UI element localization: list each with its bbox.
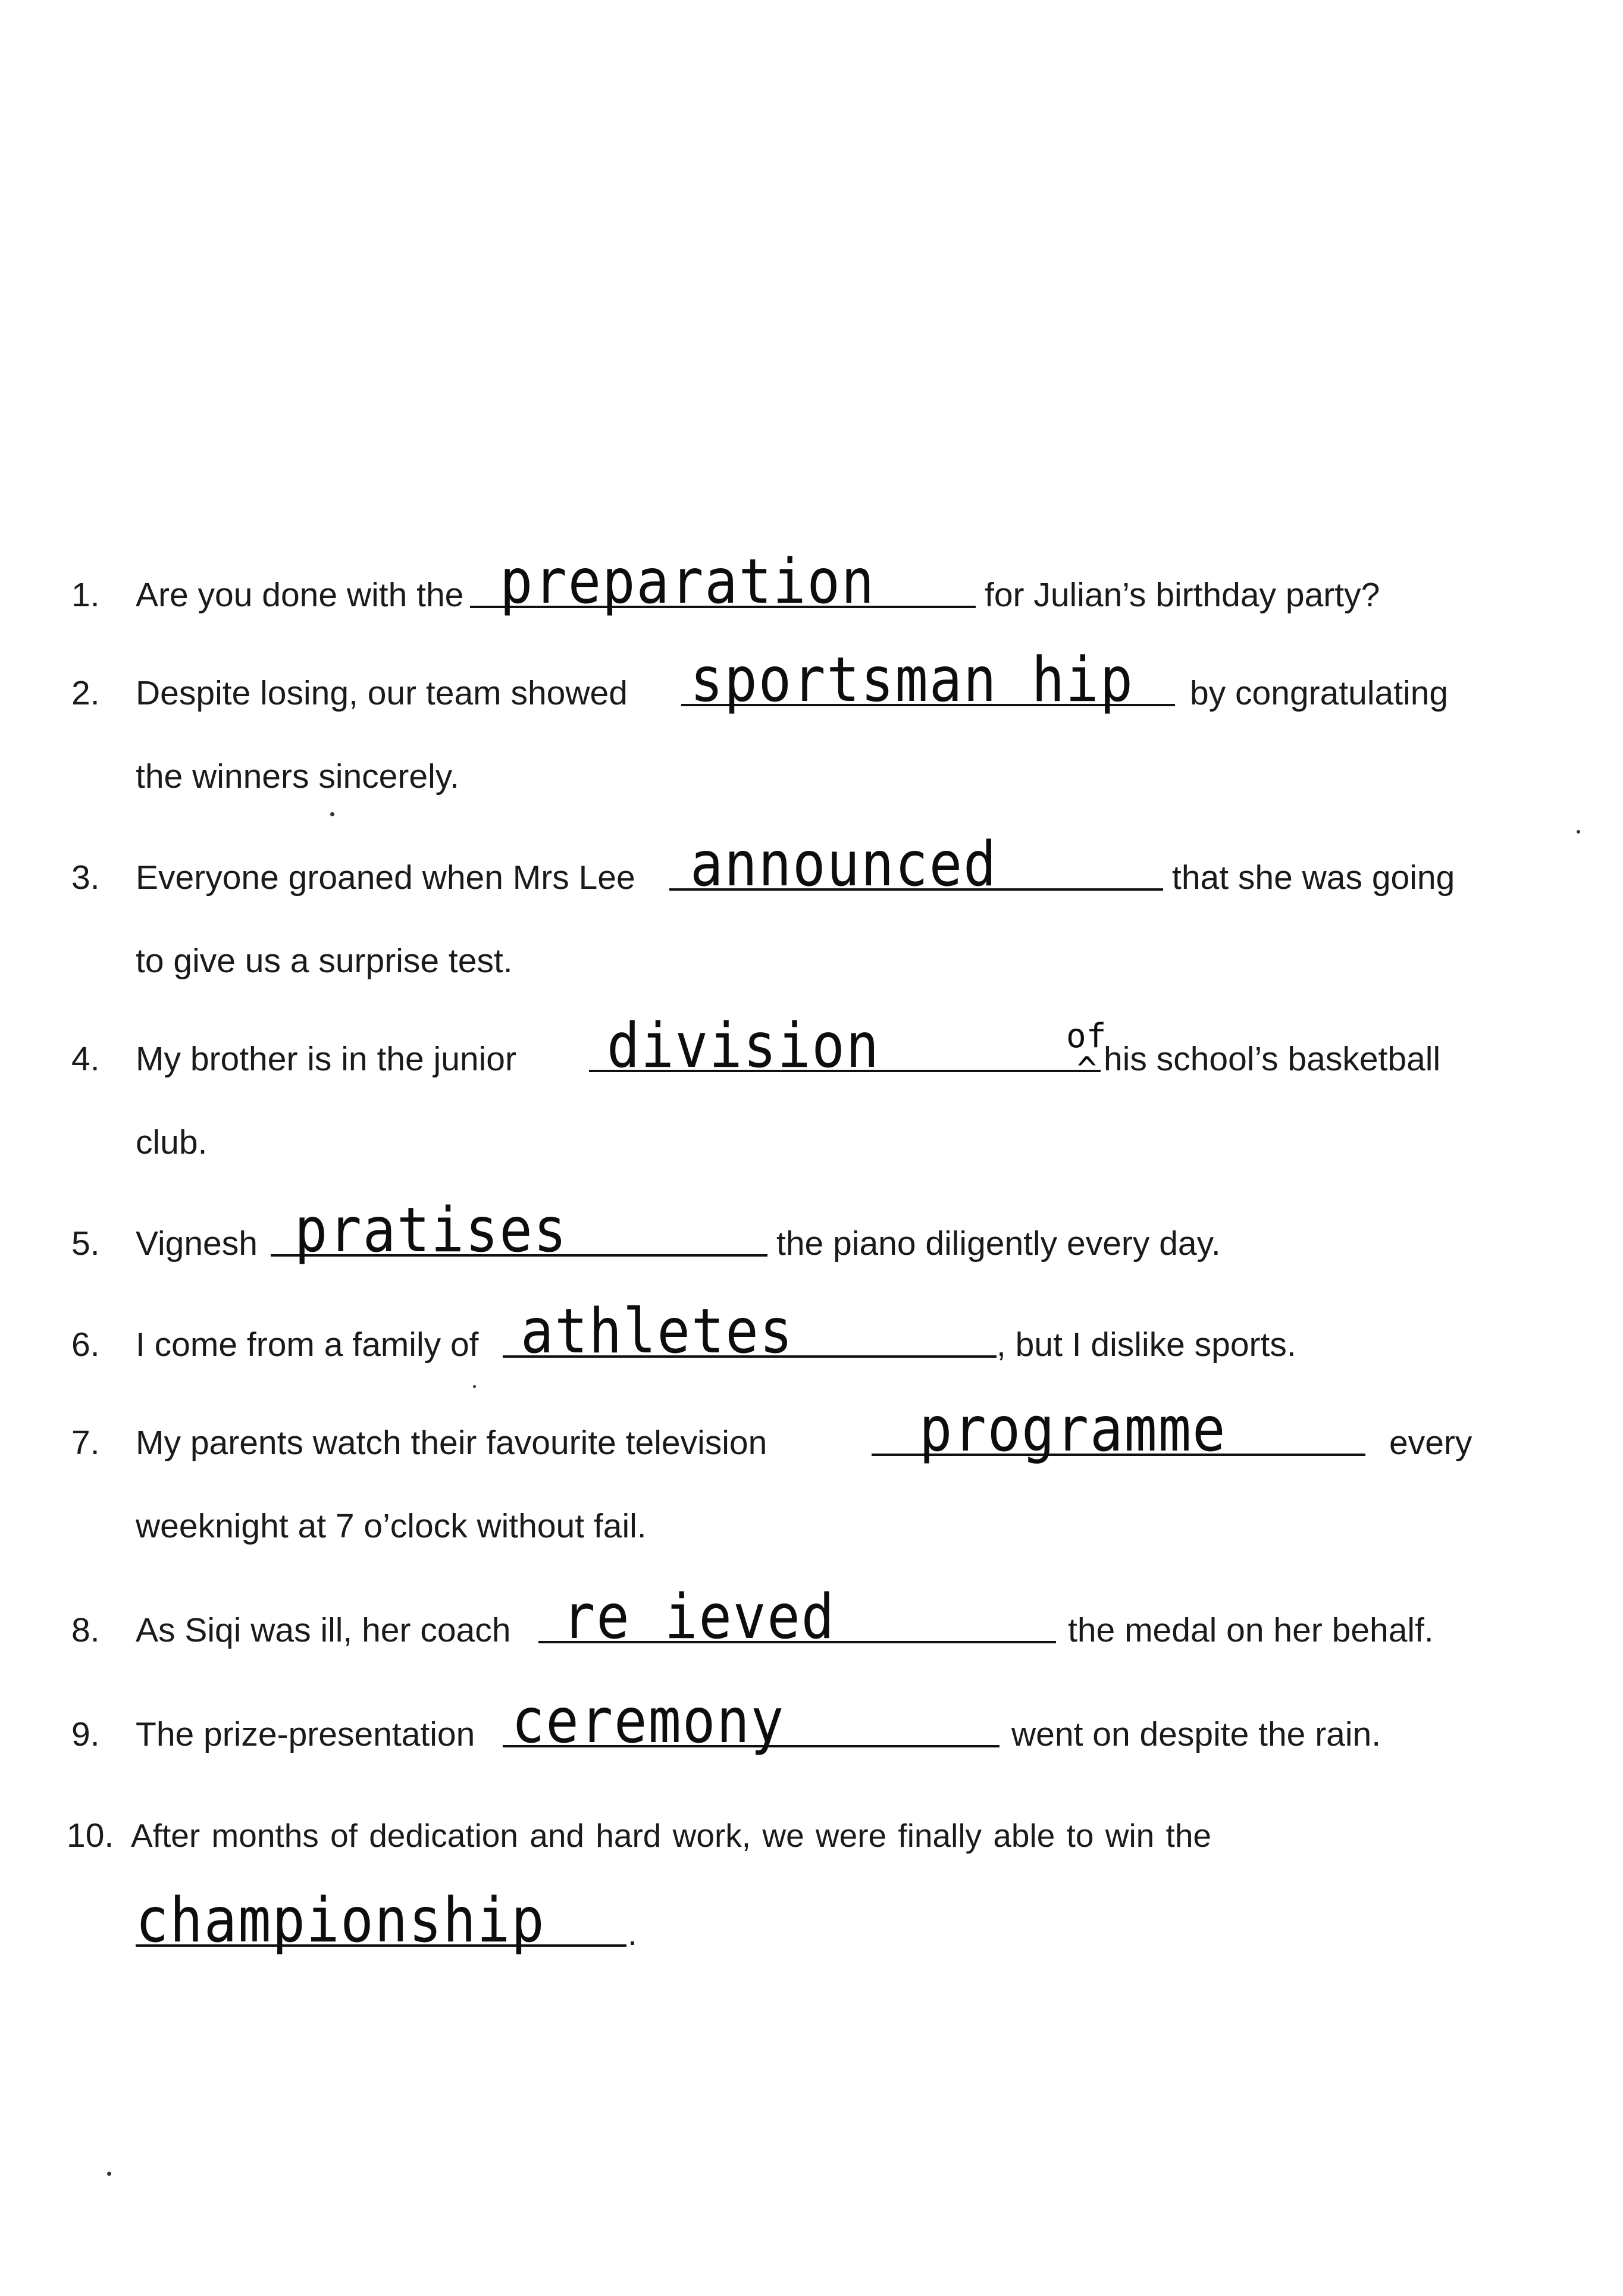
question-text-continuation: club. [136,1123,208,1161]
question-4 [0,1010,1623,1095]
handwritten-correction: of [1066,1017,1107,1055]
handwritten-answer: ceremony [512,1686,785,1757]
question-number: 3. [71,859,100,897]
question-10-answer-line [0,1885,1623,1969]
question-number: 2. [71,674,100,712]
handwritten-answer: division [607,1010,881,1082]
scan-speck [330,812,334,816]
question-2-continuation [0,741,1623,812]
question-6 [0,1296,1623,1380]
question-text-before: My parents watch their favourite television [136,1424,767,1462]
question-text-after: by congratulating [1190,674,1449,712]
handwritten-answer: announced [690,829,998,900]
handwritten-answer: pratises [294,1195,568,1266]
question-text-before: I come from a family of [136,1326,479,1364]
question-text-after: his school’s basketball [1104,1040,1441,1078]
handwritten-answer: sportsman hip [690,644,1135,716]
handwritten-answer: re ieved [562,1581,836,1653]
question-text-continuation: the winners sincerely. [136,757,459,795]
question-4-continuation [0,1107,1623,1178]
question-text-before: Vignesh [136,1224,258,1263]
question-number: 9. [71,1715,100,1753]
question-text-after: went on despite the rain. [1011,1715,1381,1753]
question-text-after: . [628,1915,637,1953]
question-number: 7. [71,1424,100,1462]
handwritten-answer: championship [136,1885,546,1956]
question-text-after: the piano diligently every day. [776,1224,1221,1263]
question-8 [0,1581,1623,1666]
scan-speck [473,1385,476,1388]
question-text-before: Despite losing, our team showed [136,674,628,712]
insertion-caret-icon: ^ [1077,1050,1097,1089]
question-number: 1. [71,576,100,614]
question-text-after: , but I dislike sports. [997,1326,1296,1364]
handwritten-answer: programme [919,1394,1227,1465]
question-text-continuation: weeknight at 7 o’clock without fail. [136,1507,647,1545]
question-7 [0,1394,1623,1479]
question-text-before: The prize-presentation [136,1715,475,1753]
question-5 [0,1195,1623,1279]
question-number: 8. [71,1611,100,1649]
question-text-after: the medal on her behalf. [1068,1611,1434,1649]
question-number: 10. [67,1816,114,1855]
handwritten-answer: athletes [521,1296,794,1367]
question-2 [0,644,1623,729]
question-3-continuation [0,925,1623,997]
question-1 [0,546,1623,631]
question-text-continuation: to give us a surprise test. [136,942,513,980]
question-3 [0,829,1623,913]
question-number: 6. [71,1326,100,1364]
question-10 [0,1800,1623,1871]
scan-speck [1577,830,1580,834]
question-text-before: After months of dedication and hard work, we were finally able to win the [131,1817,1212,1854]
question-7-continuation [0,1490,1623,1562]
scan-speck [107,2172,111,2176]
question-9 [0,1686,1623,1770]
handwritten-answer: preparation [500,546,876,618]
question-text-after: for Julian’s birthday party? [985,576,1380,614]
question-text-before: Everyone groaned when Mrs Lee [136,859,635,897]
question-number: 4. [71,1040,100,1078]
question-text-after: every [1389,1424,1472,1462]
question-number: 5. [71,1224,100,1263]
question-text-before: My brother is in the junior [136,1040,516,1078]
question-text-after: that she was going [1172,859,1455,897]
question-text-before: Are you done with the [136,576,464,614]
question-text-before: As Siqi was ill, her coach [136,1611,511,1649]
